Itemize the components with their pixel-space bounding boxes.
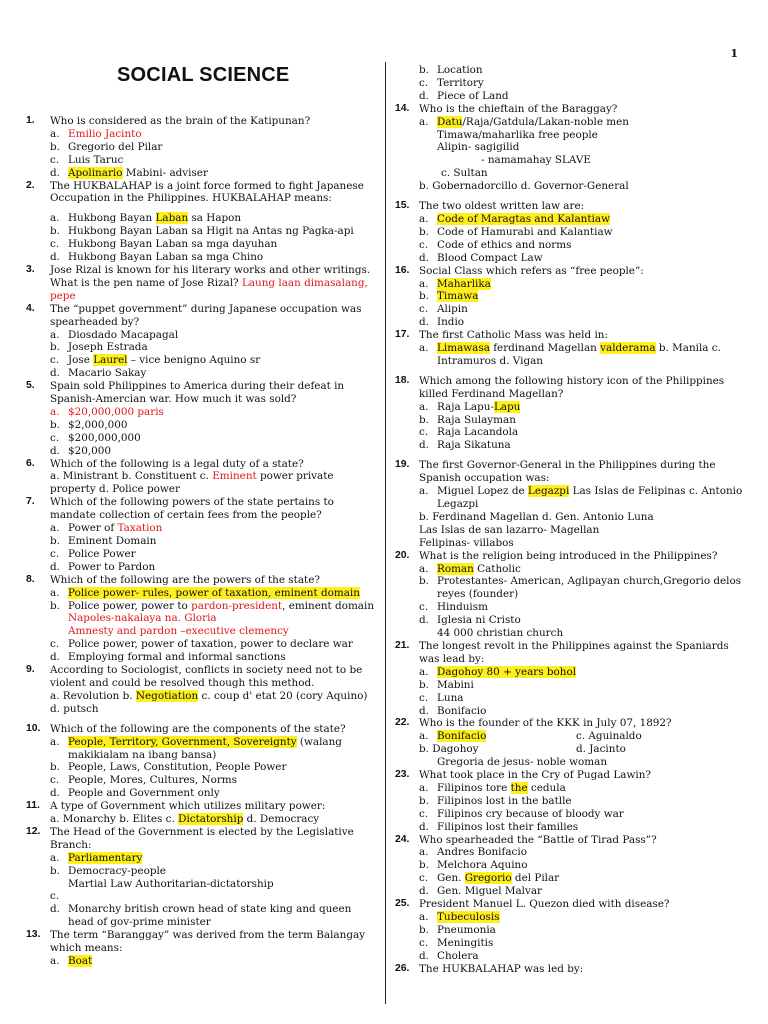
- option: d. Blood Compact Law: [419, 251, 543, 264]
- option: a. Maharlika: [419, 277, 491, 290]
- question-4: 4. The “puppet government” during Japanese occupation was spearheaded by?: [26, 302, 362, 328]
- option: b. Raja Sulayman: [419, 413, 516, 426]
- option: c. Hukbong Bayan Laban sa mga dayuhan: [50, 238, 278, 251]
- option: a. Tubeculosis: [419, 911, 500, 923]
- option: c. Raja Lacandola: [419, 426, 519, 439]
- option: c. Luis Taruc: [50, 153, 124, 166]
- option: a. Raja Lapu-Lapu: [419, 400, 521, 413]
- option: d. Raja Sikatuna: [419, 439, 511, 452]
- question-12: 12. The Head of the Government is elected by the Legislative Branch:: [26, 825, 354, 851]
- question-24: 24. Who spearheaded the “Battle of Tirad Pass”?: [395, 833, 657, 846]
- option: c. Territory: [419, 76, 484, 89]
- option: a. $20,000,000 paris: [50, 405, 164, 418]
- note: Martial Law Authoritarian-dictatorship: [68, 877, 274, 890]
- option: b. Gregorio del Pilar: [50, 140, 163, 153]
- question-9: 9. According to Sociologist, conflicts in society need not to be violent and could be resolved though this method.: [26, 664, 363, 689]
- option: c. Alipin: [419, 303, 468, 316]
- question-8: 8. Which of the following are the powers of the state?: [26, 573, 320, 586]
- note: Napoles-nakalaya na. Gloria: [68, 612, 217, 625]
- option: b. Pneumonia: [419, 923, 496, 936]
- question-11: 11. A type of Government which utilizes military power:: [26, 800, 326, 813]
- option: d. Filipinos lost their families: [419, 820, 579, 833]
- option: c. Police Power: [50, 547, 136, 560]
- option: b. Timawa: [419, 290, 479, 303]
- option: b. Filipinos lost in the batlle: [419, 794, 572, 807]
- option: a. Diosdado Macapagal: [50, 328, 179, 341]
- option: c. Police power, power of taxation, power to declare war: [50, 638, 353, 651]
- option: d. Cholera: [419, 949, 479, 962]
- option: d. $20,000: [50, 444, 111, 457]
- note: Las Islas de san lazarro- Magellan: [419, 523, 600, 536]
- question-6: 6. Which of the following is a legal duty of a state?: [26, 457, 304, 470]
- option: a. Parliamentary: [50, 851, 143, 864]
- option: b. Protestantes- American, Aglipayan church,Gregorio delos reyes (founder): [419, 575, 742, 601]
- note: Alipin- sagigilid: [437, 141, 520, 154]
- option: a. People, Territory, Government, Sovereignty (walang makikialam na ibang bansa): [50, 735, 342, 761]
- option: d. Power to Pardon: [50, 560, 156, 573]
- note: Timawa/maharlika free people: [437, 128, 598, 141]
- option: c. Meningitis: [419, 936, 494, 949]
- option-line: b. Ferdinand Magellan d. Gen. Antonio Luna: [419, 510, 654, 523]
- note: 44 000 christian church: [437, 627, 564, 640]
- option: d. Piece of Land: [419, 89, 509, 102]
- question-3: 3. Jose Rizal is known for his literary works and other writings. What is the pen name of Jose Rizal? Laung laan dimasalang, pepe: [26, 263, 371, 302]
- option-line: b. Dagohoy d. Jacinto: [419, 743, 626, 756]
- option: d. Macario Sakay: [50, 367, 147, 380]
- option: d. Apolinario Mabini- adviser: [50, 166, 208, 179]
- option: d. Hukbong Bayan Laban sa mga Chino: [50, 251, 264, 264]
- option: a. Police power- rules, power of taxation, eminent domain: [50, 586, 360, 599]
- option: b. Mabini: [419, 678, 474, 691]
- question-14: 14. Who is the chieftain of the Baraggay?: [395, 102, 618, 115]
- option: a. Andres Bonifacio: [419, 846, 527, 859]
- option: c. Code of ethics and norms: [419, 238, 572, 251]
- option: a. Power of Taxation: [50, 522, 163, 535]
- option: a. Hukbong Bayan Laban sa Hapon: [50, 212, 242, 225]
- question-20: 20. What is the religion being introduced in the Philippines?: [395, 549, 718, 562]
- page-number: 1: [730, 47, 738, 60]
- question-18: 18. Which among the following history icon of the Philippines killed Ferdinand Magellan?: [395, 374, 725, 400]
- question-15: 15. The two oldest written law are:: [395, 200, 585, 213]
- question-10: 10. Which of the following are the components of the state?: [26, 722, 346, 735]
- option: d. Bonifacio: [419, 704, 487, 717]
- column-divider: [385, 62, 386, 1004]
- question-2: 2. The HUKBALAHAP is a joint force formed to fight Japanese Occupation in the Philippines. HUKBALAHAP means:: [26, 179, 364, 205]
- option: b. Eminent Domain: [50, 535, 157, 547]
- option: b. Joseph Estrada: [50, 341, 148, 354]
- option: a. Dagohoy 80 + years bohol: [419, 665, 577, 678]
- option: b. $2,000,000: [50, 418, 128, 431]
- option-line: a. Ministrant b. Constituent c. Eminent power private property d. Police power: [50, 470, 334, 496]
- option: a. Miguel Lopez de Legazpi Las Islas de Felipinas c. Antonio Legazpi: [419, 485, 743, 510]
- note: c. Sultan: [441, 167, 488, 180]
- question-21: 21. The longest revolt in the Philippines against the Spaniards was lead by:: [395, 639, 729, 665]
- option: c. $200,000,000: [50, 431, 141, 444]
- option-line: b. Gobernadorcillo d. Governor-General: [419, 180, 629, 193]
- note: head of gov-prime minister: [68, 916, 211, 929]
- option: a. Filipinos tore the cedula: [419, 781, 566, 794]
- question-26: 26. The HUKBALAHAP was led by:: [395, 962, 584, 975]
- option: c. Luna: [419, 691, 464, 704]
- option: a. Datu/Raja/Gatdula/Lakan-noble men: [419, 115, 629, 128]
- question-17: 17. The first Catholic Mass was held in:: [395, 329, 608, 342]
- note: Gregoria de jesus- noble woman: [437, 756, 608, 769]
- option: b. Hukbong Bayan Laban sa Higit na Antas ng Pagka-api: [50, 225, 354, 238]
- option: d. People and Government only: [50, 787, 220, 800]
- option: a. Boat: [50, 955, 93, 967]
- option: b. Location: [419, 64, 483, 76]
- option-line: a. Monarchy b. Elites c. Dictatorship d. Democracy: [50, 813, 320, 826]
- page-title: SOCIAL SCIENCE: [117, 64, 290, 86]
- option: b. Police power, power to pardon-president, eminent domain: [50, 599, 375, 612]
- option: a. Limawasa ferdinand Magellan valderama b. Manila c. Intramuros d. Vigan: [419, 342, 721, 367]
- option: a. Emilio Jacinto: [50, 127, 142, 140]
- question-23: 23. What took place in the Cry of Pugad Lawin?: [395, 769, 651, 782]
- left-column: [26, 115, 374, 968]
- note: Amnesty and pardon –executive clemency: [68, 625, 289, 638]
- option: a. Roman Catholic: [419, 562, 521, 575]
- option: b. Democracy-people: [50, 864, 166, 877]
- option: c. Gen. Gregorio del Pilar: [419, 872, 560, 885]
- option: c.: [50, 890, 60, 903]
- right-column: [395, 64, 747, 976]
- question-5: 5. Spain sold Philippines to America during their defeat in Spanish-Amercian war. How much it was sold?: [26, 380, 345, 406]
- option-line: a. Bonifacio c. Aguinaldo: [419, 730, 642, 743]
- note: Felipinas- villabos: [419, 536, 514, 549]
- option: d. Employing formal and informal sanctions: [50, 651, 286, 664]
- option: d. Gen. Miguel Malvar: [419, 885, 543, 898]
- option: d. Iglesia ni Cristo: [419, 614, 521, 627]
- option: b. Code of Hamurabi and Kalantiaw: [419, 225, 613, 238]
- option: a. Code of Maragtas and Kalantiaw: [419, 212, 610, 225]
- question-22: 22. Who is the founder of the KKK in July 07, 1892?: [395, 717, 672, 730]
- question-7: 7. Which of the following powers of the state pertains to mandate collection of certain fees from the people?: [26, 496, 334, 522]
- option: c. Hinduism: [419, 601, 488, 614]
- question-25: 25. President Manuel L. Quezon died with disease?: [395, 898, 670, 911]
- question-16: 16. Social Class which refers as “free people”:: [395, 264, 644, 277]
- question-19: 19. The first Governor-General in the Philippines during the Spanish occupation was:: [395, 459, 716, 485]
- option: b. People, Laws, Constitution, People Power: [50, 761, 287, 774]
- option-line: a. Revolution b. Negotiation c. coup d' etat 20 (cory Aquino) d. putsch: [50, 689, 368, 715]
- option: c. Jose Laurel – vice benigno Aquino sr: [50, 354, 261, 367]
- option: d. Indio: [419, 316, 465, 329]
- note: - namamahay SLAVE: [481, 154, 591, 167]
- question-1: 1. Who is considered as the brain of the Katipunan?: [26, 115, 311, 127]
- option: c. Filipinos cry because of bloody war: [419, 807, 624, 820]
- option: b. Melchora Aquino: [419, 859, 528, 872]
- option: c. People, Mores, Cultures, Norms: [50, 774, 237, 787]
- option: d. Monarchy british crown head of state king and queen: [50, 903, 352, 916]
- question-13: 13. The term “Baranggay” was derived from the term Balangay which means:: [26, 929, 366, 955]
